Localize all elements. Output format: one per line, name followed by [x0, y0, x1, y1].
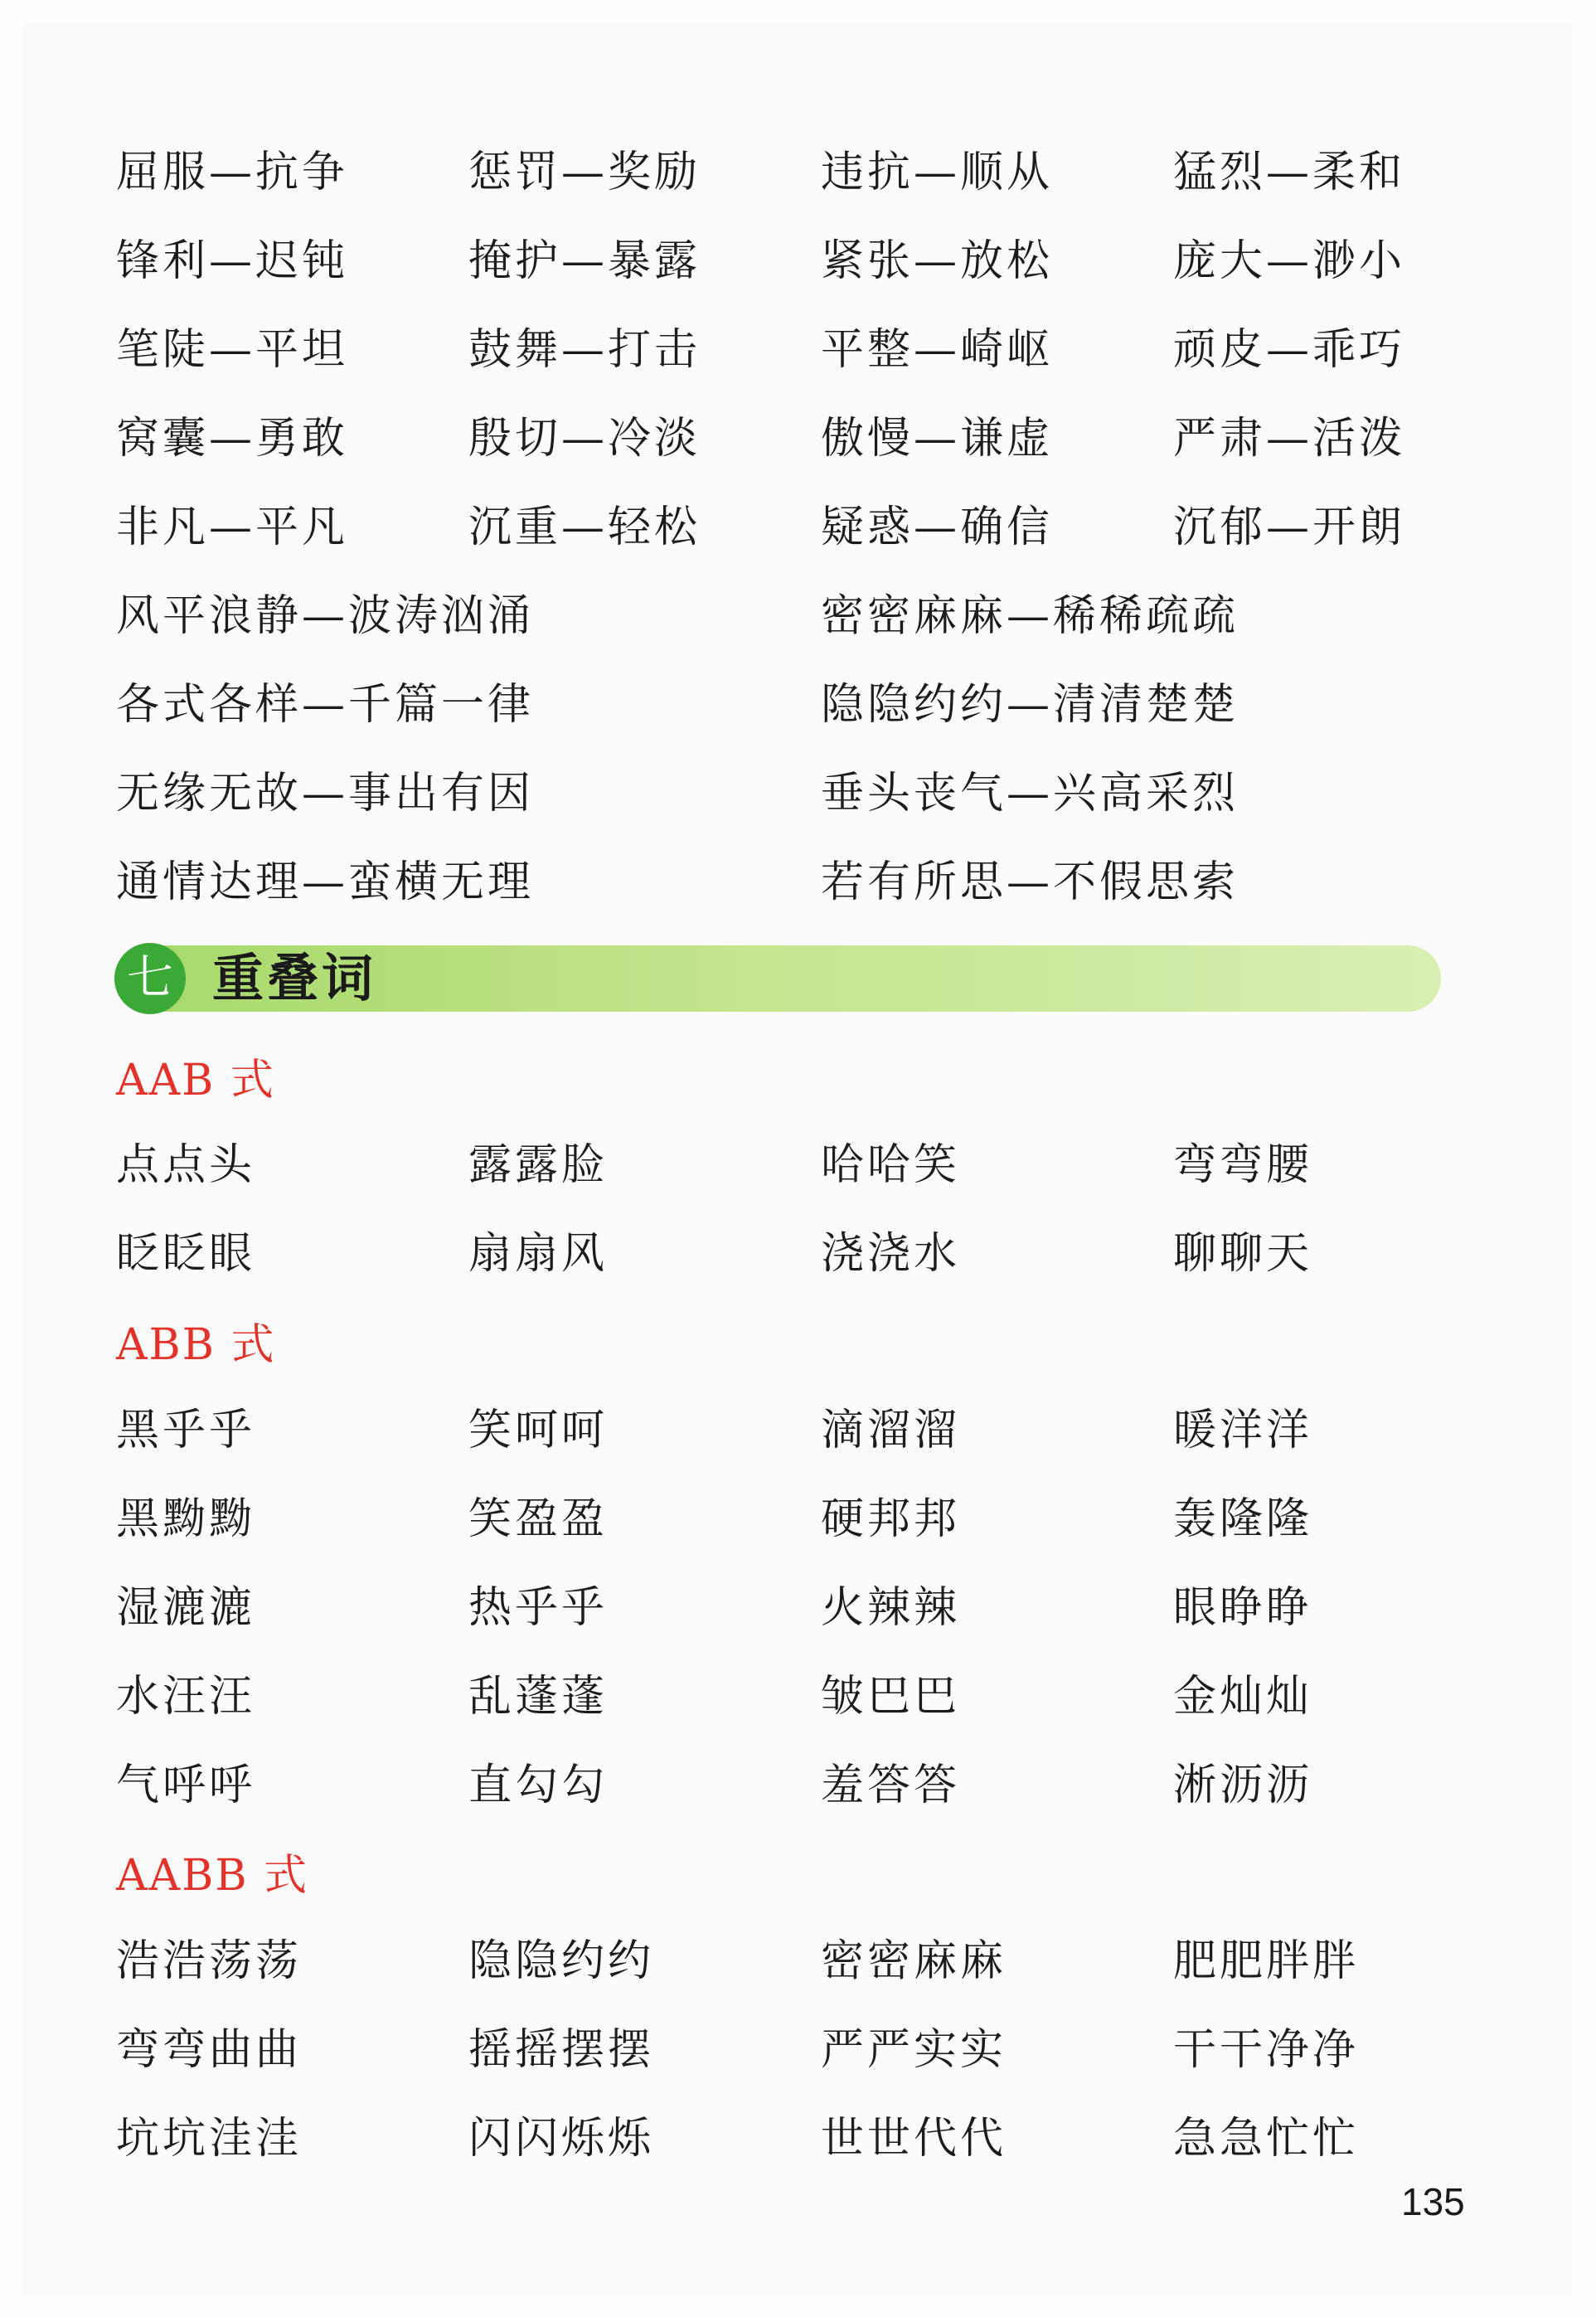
abb-row — [0, 1575, 1596, 1641]
abb-row — [0, 1664, 1596, 1730]
word-pair: 锋利—迟钝 — [116, 236, 349, 286]
word-pair: 非凡—平凡 — [116, 503, 349, 552]
word-pair: 鼓舞—打击 — [468, 325, 701, 375]
word: 笑呵呵 — [468, 1406, 609, 1455]
antonym-row — [0, 317, 1596, 383]
word: 眼睁睁 — [1173, 1583, 1313, 1633]
idiom-pair: 通情达理—蛮横无理 — [116, 857, 535, 907]
word: 肥肥胖胖 — [1173, 1936, 1360, 1986]
word: 哈哈笑 — [821, 1140, 961, 1190]
word-pair: 疑惑—确信 — [821, 503, 1054, 552]
aab-heading: AAB 式 — [116, 1056, 275, 1105]
word: 眨眨眼 — [116, 1229, 256, 1279]
word: 摇摇摆摆 — [468, 2025, 655, 2075]
word-pair: 严肃—活泼 — [1173, 414, 1406, 464]
aabb-row — [0, 1928, 1596, 1994]
word-pair: 惩罚—奖励 — [468, 148, 701, 197]
word: 浇浇水 — [821, 1229, 961, 1279]
word: 隐隐约约 — [468, 1936, 655, 1986]
word-pair: 笔陡—平坦 — [116, 325, 349, 375]
antonym-row — [0, 139, 1596, 206]
word: 乱蓬蓬 — [468, 1672, 609, 1722]
word: 火辣辣 — [821, 1583, 961, 1633]
aabb-row — [0, 2106, 1596, 2172]
abb-row — [0, 1752, 1596, 1819]
word: 黑乎乎 — [116, 1406, 256, 1455]
word: 弯弯曲曲 — [116, 2025, 303, 2075]
word: 严严实实 — [821, 2025, 1007, 2075]
word: 黑黝黝 — [116, 1494, 256, 1544]
idiom-pair: 无缘无故—事出有因 — [116, 769, 535, 818]
word: 直勾勾 — [468, 1761, 609, 1810]
idiom-row — [0, 672, 1596, 738]
abb-heading: ABB 式 — [116, 1320, 276, 1370]
word-pair: 屈服—抗争 — [116, 148, 349, 197]
word: 金灿灿 — [1173, 1672, 1313, 1722]
idiom-pair: 各式各样—千篇一律 — [116, 680, 535, 730]
word-pair: 殷切—冷淡 — [468, 414, 701, 464]
word-pair: 窝囊—勇敢 — [116, 414, 349, 464]
word: 闪闪烁烁 — [468, 2114, 655, 2164]
word: 皱巴巴 — [821, 1672, 961, 1722]
section-number-badge: 七 — [114, 943, 186, 1014]
word: 轰隆隆 — [1173, 1494, 1313, 1544]
idiom-row — [0, 760, 1596, 827]
antonym-row — [0, 406, 1596, 472]
word: 聊聊天 — [1173, 1229, 1313, 1279]
aabb-row — [0, 2017, 1596, 2083]
idiom-row — [0, 583, 1596, 649]
word-pair: 平整—崎岖 — [821, 325, 1054, 375]
word-pair: 违抗—顺从 — [821, 148, 1054, 197]
word: 浩浩荡荡 — [116, 1936, 303, 1986]
word: 淅沥沥 — [1173, 1761, 1313, 1810]
word: 水汪汪 — [116, 1672, 256, 1722]
word: 急急忙忙 — [1173, 2114, 1360, 2164]
aabb-heading: AABB 式 — [116, 1851, 309, 1901]
idiom-pair: 密密麻麻—稀稀疏疏 — [821, 591, 1239, 641]
word: 密密麻麻 — [821, 1936, 1007, 1986]
word-pair: 猛烈—柔和 — [1173, 148, 1406, 197]
word: 羞答答 — [821, 1761, 961, 1810]
word-pair: 沉重—轻松 — [468, 503, 701, 552]
word: 世世代代 — [821, 2114, 1007, 2164]
abb-row — [0, 1486, 1596, 1552]
aab-row — [0, 1221, 1596, 1287]
word-pair: 傲慢—谦虚 — [821, 414, 1054, 464]
word: 滴溜溜 — [821, 1406, 961, 1455]
word: 坑坑洼洼 — [116, 2114, 303, 2164]
word: 弯弯腰 — [1173, 1140, 1313, 1190]
page-number: 135 — [1401, 2180, 1465, 2223]
word: 点点头 — [116, 1140, 256, 1190]
section-title: 重叠词 — [212, 948, 377, 1008]
antonym-row — [0, 494, 1596, 561]
word: 湿漉漉 — [116, 1583, 256, 1633]
word-pair: 掩护—暴露 — [468, 236, 701, 286]
word-pair: 沉郁—开朗 — [1173, 503, 1406, 552]
word: 暖洋洋 — [1173, 1406, 1313, 1455]
word-pair: 庞大—渺小 — [1173, 236, 1406, 286]
idiom-pair: 风平浪静—波涛汹涌 — [116, 591, 535, 641]
idiom-pair: 垂头丧气—兴高采烈 — [821, 769, 1239, 818]
idiom-pair: 隐隐约约—清清楚楚 — [821, 680, 1239, 730]
word: 干干净净 — [1173, 2025, 1360, 2075]
word-pair: 顽皮—乖巧 — [1173, 325, 1406, 375]
idiom-row — [0, 849, 1596, 916]
word: 笑盈盈 — [468, 1494, 609, 1544]
word: 气呼呼 — [116, 1761, 256, 1810]
word: 露露脸 — [468, 1140, 609, 1190]
word-pair: 紧张—放松 — [821, 236, 1054, 286]
idiom-pair: 若有所思—不假思索 — [821, 857, 1239, 907]
word: 硬邦邦 — [821, 1494, 961, 1544]
aab-row — [0, 1132, 1596, 1198]
word: 扇扇风 — [468, 1229, 609, 1279]
abb-row — [0, 1397, 1596, 1464]
word: 热乎乎 — [468, 1583, 609, 1633]
antonym-row — [0, 228, 1596, 294]
